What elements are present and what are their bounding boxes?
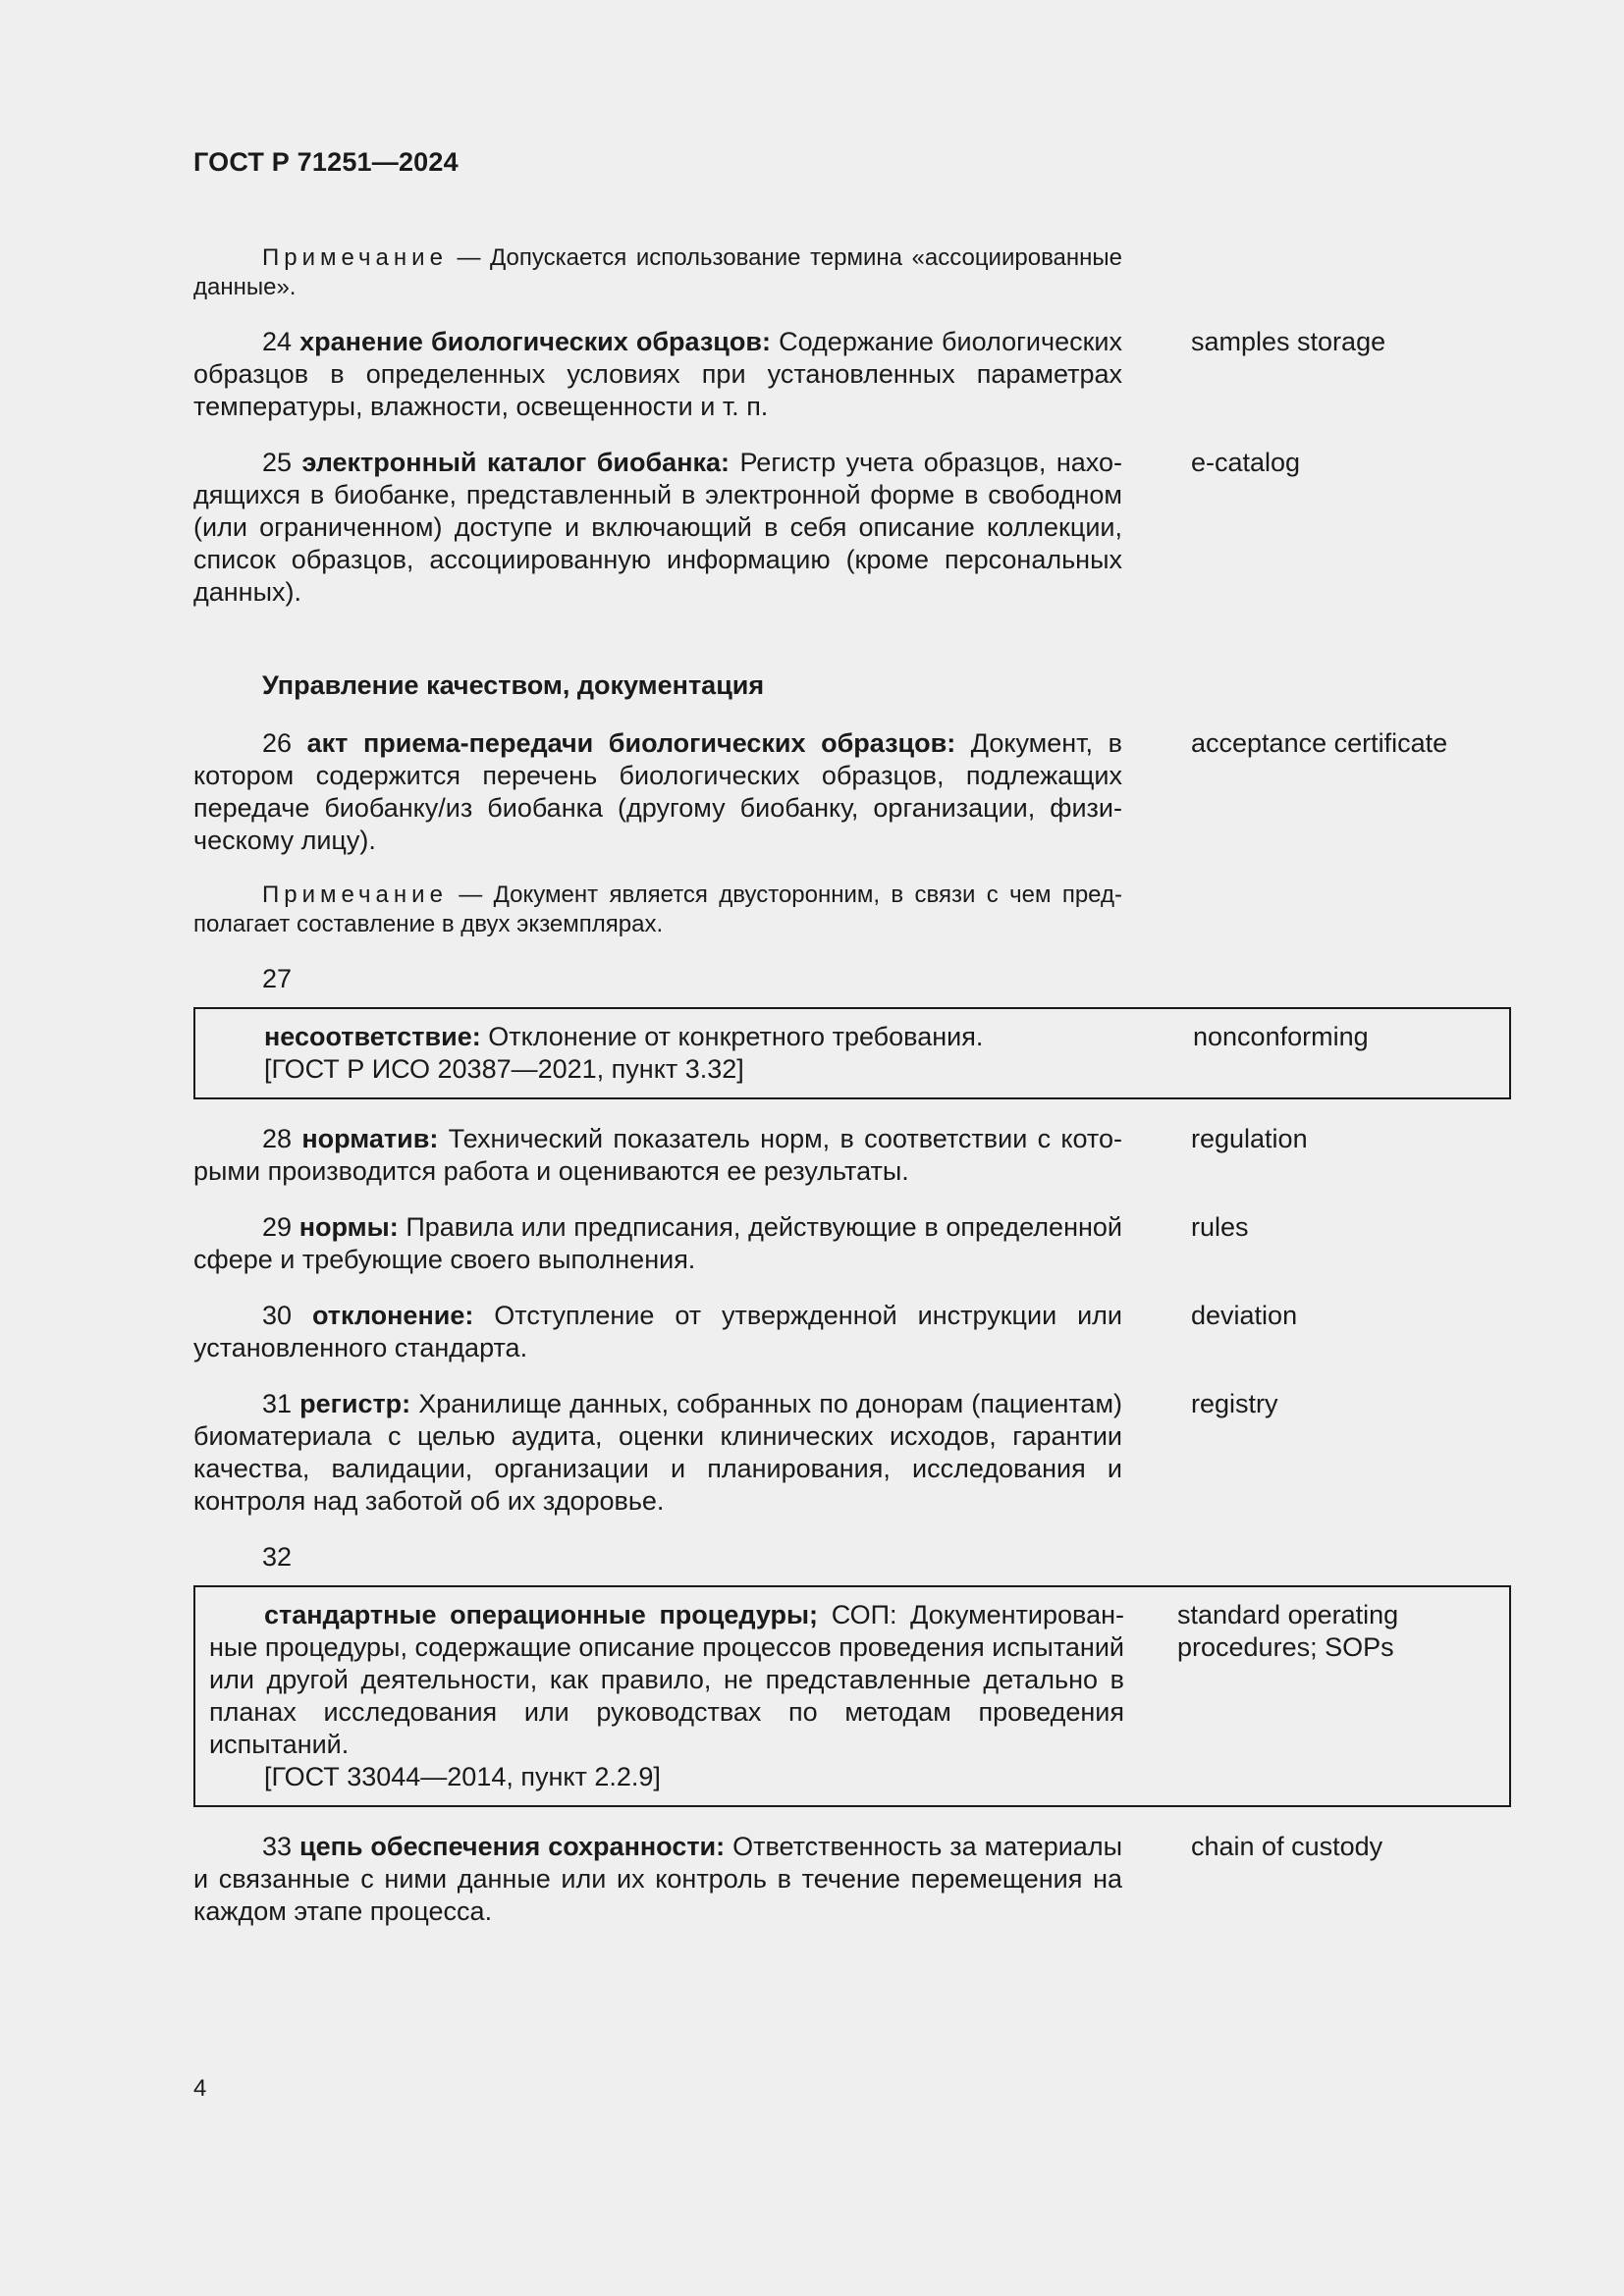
- term-english: registry: [1191, 1389, 1278, 1418]
- term-name: акт приема-передачи биологических образцов:: [306, 728, 956, 758]
- term-definition: Технический показатель норм, в соответствии с которыми производится работа и оцениваются ее результаты.: [193, 1124, 1122, 1186]
- page-number: 4: [193, 2075, 207, 2102]
- term-number: 31: [262, 1389, 300, 1418]
- note-text: — Документ является двусторонним, в связи с чем предполагает составление в двух экземплярах.: [193, 881, 1122, 937]
- document-body: [193, 243, 1509, 1951]
- term-number: 26: [262, 728, 307, 758]
- term-english: nonconforming: [1193, 1022, 1369, 1051]
- term-entry-27-box: [193, 1007, 1511, 1099]
- note-label: Примечание: [262, 244, 448, 271]
- note-label: Примечание: [262, 881, 448, 908]
- term-definition: СОП: Документированные процедуры, содержащие описание процессов проведения испытаний или другой деятельности, как правило, не представленные детально в планах исследования или руководствах по методам проведения испытаний.: [209, 1600, 1125, 1759]
- term-number-32: 32: [262, 1542, 293, 1572]
- term-english: deviation: [1191, 1301, 1298, 1330]
- term-name: норматив:: [301, 1124, 439, 1153]
- section-title: Управление качеством, документация: [262, 670, 765, 700]
- term-english: standard operating procedures; SOPs: [1177, 1600, 1399, 1662]
- term-entry-24: [193, 326, 1509, 423]
- term-definition: Документ, в котором содержится перечень биологических образцов, подлежащих передаче биобанку/из биобанка (другому биобанку, организации, физическому лицу).: [193, 728, 1122, 855]
- term-name: цепь обеспечения сохранности:: [298, 1832, 726, 1861]
- term-definition: Отступление от утвержденной инструкции или установленного стандарта.: [193, 1301, 1122, 1362]
- term-definition: Отклонение от конкретного требования.: [480, 1022, 984, 1051]
- term-english: samples storage: [1191, 327, 1386, 356]
- term-definition: Ответственность за материалы и связанные с ними данные или их контроль в течение перемещения на каждом этапе процесса.: [193, 1832, 1122, 1926]
- note-26: [193, 881, 1122, 939]
- document-header: ГОСТ Р 71251—2024: [193, 147, 459, 177]
- term-number: 24: [262, 327, 300, 356]
- term-entry-26: [193, 727, 1509, 857]
- term-entry-25: [193, 447, 1509, 609]
- term-number: 28: [262, 1124, 302, 1153]
- term-name: регистр:: [299, 1389, 411, 1418]
- term-definition: Правила или предписания, действующие в определенной сфере и требующие своего выполнения.: [193, 1212, 1122, 1274]
- term-definition: Хранилище данных, собранных по донорам (пациентам) биоматериала с целью аудита, оценки клинических исходов, гарантии качества, валидации, организации и планирования, исследования и контроля над заботой об их здоровье.: [193, 1389, 1122, 1516]
- term-entry-29: [193, 1211, 1509, 1276]
- term-english: regulation: [1191, 1124, 1308, 1153]
- term-english: rules: [1191, 1212, 1249, 1242]
- term-number-27: 27: [262, 964, 293, 993]
- term-name: электронный каталог биобанка:: [301, 448, 731, 477]
- term-name: хранение биологических образцов:: [299, 327, 771, 356]
- term-definition: Регистр учета образцов, находящихся в биобанке, представленный в электронной форме в свободном (или ограниченном) доступе и включающий в себя описание коллекции, список образцов, ассоциированную информацию (кроме персональных данных).: [193, 448, 1122, 607]
- term-english: chain of custody: [1191, 1832, 1383, 1861]
- term-entry-28: [193, 1123, 1509, 1188]
- term-english: acceptance certificate: [1191, 728, 1448, 758]
- term-name: стандартные операционные процедуры;: [264, 1600, 819, 1629]
- term-number: 25: [262, 448, 302, 477]
- term-reference: [ГОСТ 33044—2014, пункт 2.2.9]: [264, 1762, 661, 1791]
- term-number: 33: [262, 1832, 299, 1861]
- term-english: e-catalog: [1191, 448, 1301, 477]
- term-name: отклонение:: [311, 1301, 474, 1330]
- note-text: — Допускается использование термина «ассоциированные данные».: [193, 244, 1122, 300]
- term-definition: Содержание биологических образцов в определенных условиях при установленных параметрах температуры, влажности, освещенности и т. п.: [193, 327, 1122, 421]
- term-entry-33: [193, 1831, 1509, 1928]
- term-entry-32-box: [193, 1585, 1511, 1807]
- term-name: нормы:: [298, 1212, 399, 1242]
- term-entry-30: [193, 1300, 1509, 1364]
- term-number: 29: [262, 1212, 299, 1242]
- term-reference: [ГОСТ Р ИСО 20387—2021, пункт 3.32]: [264, 1054, 744, 1084]
- term-name: несоответствие:: [264, 1022, 481, 1051]
- term-number: 30: [262, 1301, 312, 1330]
- note-top: [193, 243, 1122, 302]
- term-entry-31: [193, 1388, 1509, 1518]
